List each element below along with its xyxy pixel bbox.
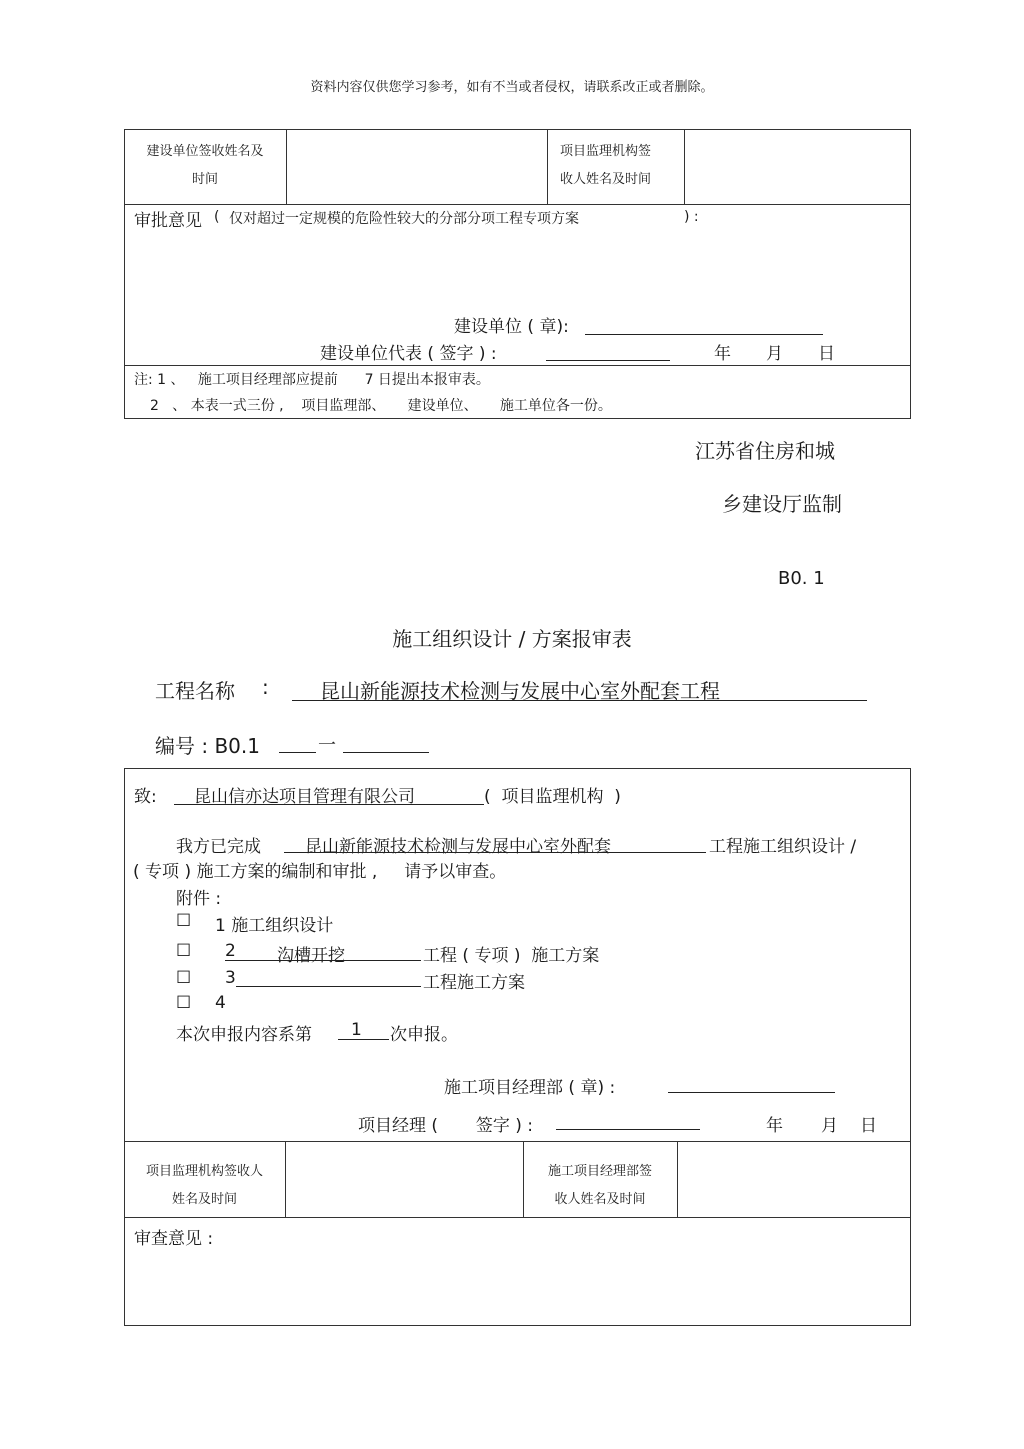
form-code: B0. 1 [778,568,825,589]
dept-sign-label: 收人姓名及时间 [554,1192,646,1207]
top-table-divider [124,204,911,205]
attachment-2-name: 沟槽开挖 [277,946,345,966]
supervision-sign-label: 姓名及时间 [171,1192,237,1207]
project-name-line [292,700,867,701]
checkbox[interactable]: ☐ [176,911,192,931]
body-prefix: 我方已完成 [176,837,261,857]
top-table-divider [124,365,911,366]
to-label: 致: [134,787,157,807]
date-year: 年 [714,344,731,364]
body-suffix: 工程施工组织设计 / [709,837,857,857]
supervision-sign-label: 项目监理机构签 [560,144,652,159]
to-company: 昆山信亦达项目管理有限公司 [194,787,415,807]
number-dash: 一 [318,735,336,756]
submission-count: 1 [351,1020,362,1040]
attachment-4-number: 4 [215,993,226,1013]
attachment-1: 1 施工组织设计 [215,916,334,936]
issuer-line: 乡建设厅监制 [722,492,842,516]
owner-seal-line[interactable] [585,334,823,335]
number-label: 编号 : B0.1 [155,734,260,758]
to-suffix: ( 项目监理机构 ) [484,787,621,807]
supervision-sign-label: 收人姓名及时间 [560,172,652,187]
form-title: 施工组织设计 / 方案报审表 [392,627,632,651]
main-table-divider [677,1141,678,1217]
project-label: 工程名称 [155,679,235,703]
supervision-sign-label: 项目监理机构签收人 [145,1164,263,1179]
body-line-2: ( 专项 ) 施工方案的编制和审批 , 请予以审查。 [133,862,507,882]
submission-prefix: 本次申报内容系第 [176,1025,312,1045]
submission-suffix: 次申报。 [390,1025,458,1045]
main-table-divider [124,1217,911,1218]
main-table-divider [124,1141,911,1142]
approval-paren: ) : [684,209,699,225]
attachment-3-number: 3 [225,968,236,988]
top-table-divider [547,129,548,204]
number-field-line[interactable] [279,752,316,753]
note-1: 注: 1 、 施工项目经理部应提前 7 日提出本报审表。 [134,372,490,388]
attachment-2-suffix: 工程 ( 专项 ) 施工方案 [423,946,600,966]
dept-seal-label: 施工项目经理部 ( 章) : [444,1078,616,1098]
issuer-line: 江苏省住房和城 [695,439,835,463]
note-2: 2 、 本表一式三份 , 项目监理部、 建设单位、 施工单位各一份。 [150,398,612,414]
body-project: 昆山新能源技术检测与发展中心室外配套 [305,837,611,857]
project-name: 昆山新能源技术检测与发展中心室外配套工程 [320,679,720,703]
main-table-divider [523,1141,524,1217]
owner-seal-label: 建设单位 ( 章): [454,317,569,337]
attachment-3-line[interactable] [236,986,421,987]
project-colon: : [262,675,269,699]
attachment-3-suffix: 工程施工方案 [423,973,525,993]
attachments-label: 附件 : [176,889,222,909]
date-year: 年 [766,1116,783,1136]
attachment-2-number: 2 [225,941,236,961]
checkbox[interactable]: ☐ [176,968,192,988]
approval-label: 审批意见 [134,211,202,231]
owner-sign-label: 时间 [191,172,218,187]
dept-sign-label: 施工项目经理部签 [547,1164,652,1179]
checkbox[interactable]: ☐ [176,941,192,961]
date-month: 月 [766,344,783,364]
number-field-line[interactable] [343,752,429,753]
body-project-line [284,852,706,853]
main-table-divider [285,1141,286,1217]
date-day: 日 [818,344,835,364]
header-disclaimer: 资料内容仅供您学习参考，如有不当或者侵权，请联系改正或者删除。 [310,80,714,95]
date-month: 月 [821,1116,838,1136]
date-day: 日 [860,1116,877,1136]
owner-rep-label: 建设单位代表 ( 签字 ) : [320,344,497,364]
owner-sign-label: 建设单位签收姓名及 [146,144,264,159]
checkbox[interactable]: ☐ [176,993,192,1013]
approval-paren: ( [214,209,220,225]
attachment-2-line [225,960,421,961]
manager-sign-line[interactable] [556,1129,700,1130]
manager-label: 项目经理 ( 签字 ) : [358,1116,534,1136]
top-table-divider [286,129,287,204]
top-table-divider [684,129,685,204]
submission-count-line [338,1039,389,1040]
review-label: 审查意见 : [134,1229,214,1249]
approval-note: 仅对超过一定规模的危险性较大的分部分项工程专项方案 [229,211,579,227]
to-company-line [174,804,484,805]
owner-rep-line[interactable] [546,360,670,361]
dept-seal-line[interactable] [668,1092,835,1093]
